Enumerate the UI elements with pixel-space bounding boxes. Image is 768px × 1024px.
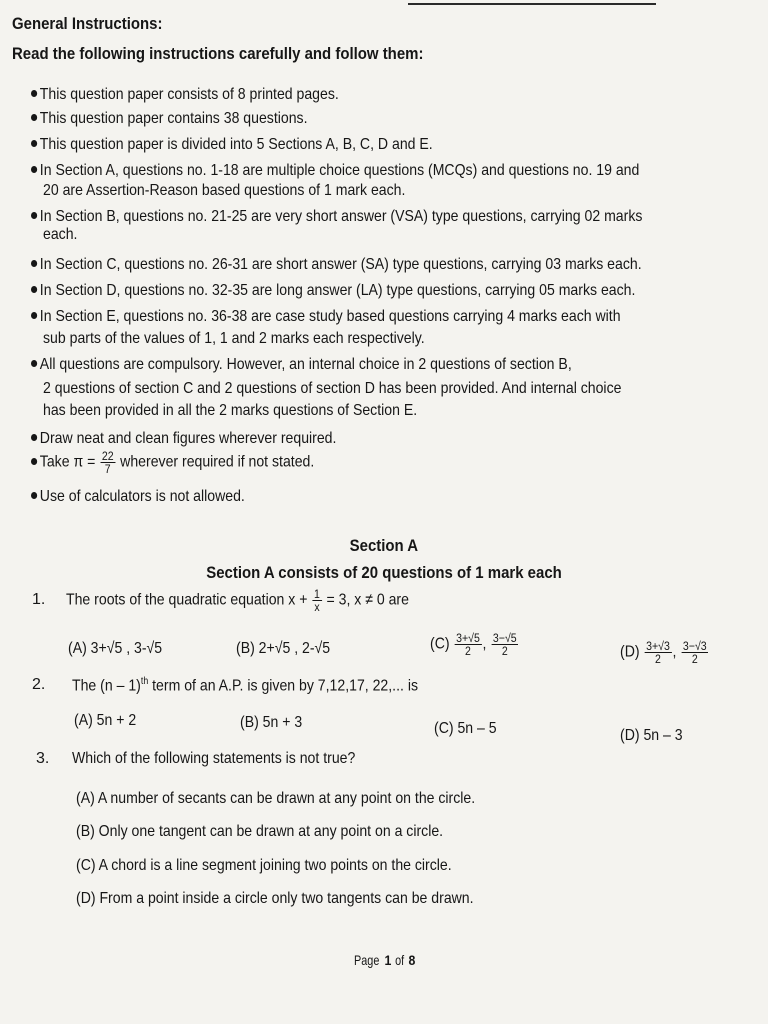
- fraction: $\frac{3-√5}{2}$: [492, 631, 517, 658]
- instruction-item: In Section D, questions no. 32-35 are long answer (LA) type questions, carrying 05 marks each.: [31, 282, 635, 300]
- option-d: (D) From a point inside a circle only two tangents can be drawn.: [76, 890, 474, 907]
- fraction: $\frac{3-√3}{2}$: [682, 639, 707, 666]
- question-text: Which of the following statements is not true?: [72, 750, 356, 767]
- instruction-continuation: has been provided in all the 2 marks questions of Section E.: [43, 402, 418, 419]
- bullet-icon: [31, 260, 37, 267]
- option-b: (B) 2+√5 , 2-√5: [236, 640, 331, 657]
- instruction-item: This question paper consists of 8 printed pages.: [31, 86, 339, 104]
- option-b: (B) 5n + 3: [240, 714, 303, 731]
- option-d: (D) 5n – 3: [620, 727, 683, 744]
- instruction-item: This question paper contains 38 questions.: [31, 110, 307, 128]
- instruction-item: All questions are compulsory. However, an internal choice in 2 questions of section B,: [31, 356, 572, 374]
- instruction-item: This question paper is divided into 5 Sections A, B, C, D and E.: [31, 136, 433, 154]
- question-text: The roots of the quadratic equation x + $\frac{1}{x}$ = 3, x ≠ 0 are: [66, 587, 409, 614]
- question-number: 1.: [32, 591, 46, 608]
- bullet-icon: [31, 492, 37, 499]
- instruction-continuation: 20 are Assertion-Reason based questions of 1 mark each.: [43, 182, 406, 199]
- option-a: (A) 3+√5 , 3-√5: [68, 640, 163, 657]
- instruction-item: Use of calculators is not allowed.: [31, 488, 245, 506]
- question-text: The (n – 1)$^{th}$ term of an A.P. is given by 7,12,17, 22,... is: [72, 676, 418, 695]
- question-number: 3.: [36, 750, 50, 767]
- general-instructions-heading: General Instructions:: [12, 14, 163, 33]
- section-title: Section A: [349, 536, 419, 555]
- instruction-continuation: 2 questions of section C and 2 questions of section D has been provided. And internal choice: [43, 380, 622, 397]
- option-d: (D) $\frac{3+√3}{2}$ , $\frac{3-√3}{2}$: [620, 639, 707, 666]
- page-footer: Page 1 of 8: [354, 952, 416, 968]
- option-b: (B) Only one tangent can be drawn at any point on a circle.: [76, 823, 444, 840]
- bullet-icon: [31, 140, 37, 147]
- question-number: 2.: [32, 676, 46, 693]
- instruction-item: In Section E, questions no. 36-38 are case study based questions carrying 4 marks each with: [31, 308, 621, 326]
- instruction-item: In Section C, questions no. 26-31 are short answer (SA) type questions, carrying 03 marks each.: [31, 256, 642, 274]
- option-c: (C) A chord is a line segment joining two points on the circle.: [76, 857, 452, 874]
- option-a: (A) 5n + 2: [74, 712, 137, 729]
- pi-fraction: $\frac{22}{7}$: [101, 449, 114, 476]
- fraction: $\frac{3+√3}{2}$: [646, 639, 670, 666]
- instruction-item: In Section A, questions no. 1-18 are multiple choice questions (MCQs) and questions no. 19 and: [31, 162, 639, 180]
- instruction-item: Draw neat and clean figures wherever required.: [31, 430, 336, 448]
- bullet-icon: [31, 212, 37, 219]
- bullet-icon: [31, 458, 37, 465]
- bullet-icon: [31, 360, 37, 367]
- fraction: $\frac{1}{x}$: [314, 587, 320, 614]
- bullet-icon: [31, 114, 37, 121]
- bullet-icon: [31, 90, 37, 97]
- option-a: (A) A number of secants can be drawn at any point on the circle.: [76, 790, 476, 807]
- option-c: (C) 5n – 5: [434, 720, 497, 737]
- top-rule: [408, 3, 656, 5]
- bullet-icon: [31, 312, 37, 319]
- option-c: (C) $\frac{3+√5}{2}$ , $\frac{3-√5}{2}$: [430, 631, 517, 658]
- instruction-continuation: sub parts of the values of 1, 1 and 2 marks each respectively.: [43, 330, 425, 347]
- instruction-item: In Section B, questions no. 21-25 are very short answer (VSA) type questions, carrying 02 marks: [31, 208, 642, 226]
- read-instructions-heading: Read the following instructions carefully and follow them:: [12, 44, 424, 63]
- section-subtitle: Section A consists of 20 questions of 1 mark each: [206, 563, 562, 582]
- bullet-icon: [31, 434, 37, 441]
- fraction: $\frac{3+√5}{2}$: [456, 631, 480, 658]
- instruction-continuation: each.: [43, 226, 78, 243]
- instruction-item-pi: Take π = $\frac{22}{7}$ wherever required if not stated.: [31, 450, 314, 475]
- bullet-icon: [31, 166, 37, 173]
- bullet-icon: [31, 286, 37, 293]
